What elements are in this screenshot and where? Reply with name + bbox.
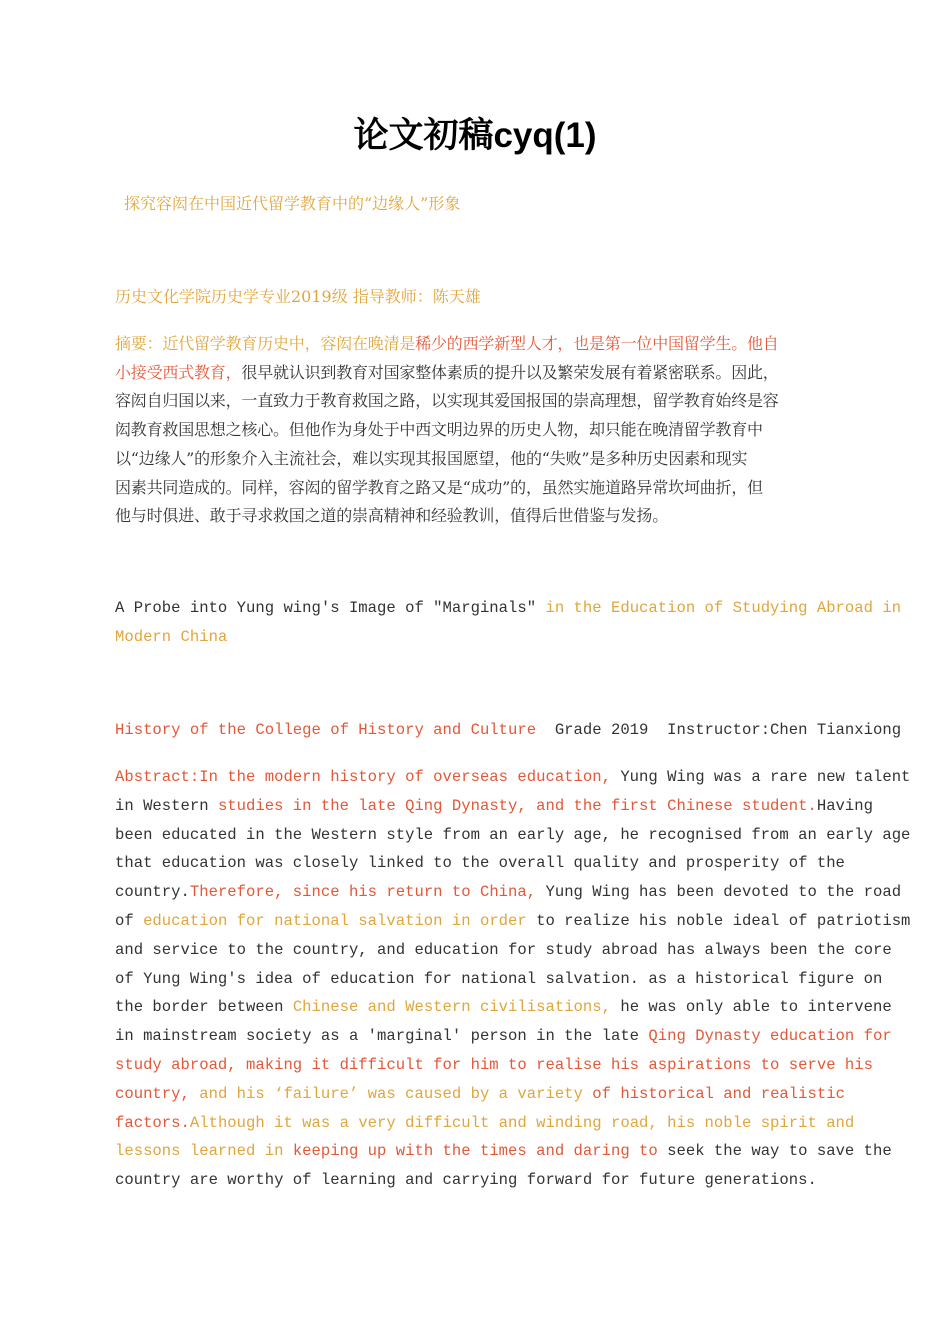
- text-run: Abstract:In the modern history of overseas education,: [115, 768, 611, 786]
- text-run: to realize his noble ideal of patriotism: [526, 911, 911, 930]
- text-line: [115, 359, 827, 388]
- text-line: [115, 878, 902, 907]
- text-run: lessons learned in: [115, 1142, 293, 1161]
- text-run: Yung Wing has been devoted to the road: [536, 883, 902, 902]
- text-run: 很早就认识到教育对国家整体素质的提升以及繁荣发展有着紧密联系。因此，: [241, 362, 779, 382]
- text-run: of: [115, 911, 144, 930]
- text-run: of Yung Wing's idea of education for national salvation. as a historical figure on: [115, 969, 883, 988]
- text-run: he was only able to intervene: [610, 998, 892, 1017]
- text-run: 小接受西式教育，: [115, 362, 242, 382]
- text-run: in the Education of Studying Abroad in: [545, 599, 902, 617]
- text-line: [115, 594, 902, 623]
- text-run: Yung Wing was a rare new talent: [610, 768, 911, 786]
- text-line: [115, 763, 911, 792]
- english-abstract: [115, 763, 911, 1195]
- text-line: [115, 716, 902, 745]
- text-run: country.: [115, 883, 190, 902]
- text-run: study abroad, making it difficult for him to realise his aspirations to serve his: [115, 1055, 873, 1074]
- text-line: [115, 416, 827, 445]
- text-run: seek the way to save the: [657, 1142, 892, 1161]
- text-run: in mainstream society as a 'marginal' person in the late: [115, 1027, 649, 1046]
- text-run: A Probe into Yung wing's Image of "Marginals": [115, 599, 546, 617]
- text-line: [115, 907, 911, 936]
- text-run: 稀少的西学新型人才，也是第一位中国留学生。他自: [415, 334, 779, 353]
- text-line: [115, 387, 827, 416]
- text-line: [115, 1022, 892, 1051]
- text-run: Having: [816, 796, 873, 815]
- text-line: [115, 1080, 855, 1109]
- text-line: [115, 623, 835, 652]
- text-run: education for national salvation in order: [143, 911, 527, 930]
- text-line: [115, 474, 827, 503]
- text-line: [115, 792, 873, 821]
- text-run: country are worthy of learning and carrying forward for future generations.: [115, 1171, 817, 1190]
- text-line: [115, 936, 892, 965]
- text-run: factors.: [115, 1113, 190, 1132]
- text-run: 闳教育救国思想之核心。但他作为身处于中西文明边界的历史人物，却只能在晚清留学教育中: [115, 420, 763, 440]
- chinese-abstract: [115, 330, 827, 531]
- text-run: 因素共同造成的。同样，容闳的留学教育之路又是“成功”的，虽然实施道路异常坎坷曲折，但: [115, 477, 763, 497]
- text-line: [115, 821, 911, 850]
- text-run: of historical and realistic: [592, 1084, 845, 1103]
- document-title: 论文初稿cyq(1): [353, 116, 597, 155]
- english-author-info: [115, 716, 902, 745]
- text-line: [115, 1109, 855, 1138]
- text-run: 以“边缘人”的形象介入主流社会，难以实现其报国愿望，他的“失败”是多种历史因素和现实: [115, 448, 748, 468]
- text-run: the border between: [115, 998, 293, 1017]
- text-run: Chinese and Western civilisations,: [292, 998, 611, 1017]
- text-run: 他与时俱进、敢于寻求救国之道的崇高精神和经验教训，值得后世借鉴与发扬。: [115, 506, 669, 526]
- text-run: Therefore, since his return to China,: [189, 883, 537, 902]
- text-line: [115, 445, 827, 474]
- english-title: [115, 594, 902, 652]
- text-run: Grade 2019 Instructor:Chen Tianxiong: [536, 721, 902, 739]
- text-line: [115, 330, 827, 359]
- text-run: in Western: [115, 796, 218, 815]
- text-run: Although it was a very difficult and winding road, his noble spirit and: [189, 1113, 855, 1132]
- text-line: [115, 1137, 892, 1166]
- text-line: [115, 1166, 855, 1195]
- text-line: [115, 1051, 873, 1080]
- text-run: Modern China: [115, 628, 228, 646]
- text-run: keeping up with the times and daring to: [292, 1142, 658, 1161]
- text-run: and his ‘failure’ was caused by a variety: [189, 1084, 593, 1103]
- chinese-author-info: 历史文化学院历史学专业2019级 指导教师：陈天雄: [115, 287, 481, 306]
- text-run: and service to the country, and education for study abroad has always been the core: [115, 940, 892, 959]
- text-run: country,: [115, 1084, 190, 1103]
- text-run: 容闳自归国以来，一直致力于教育救国之路，以实现其爱国报国的崇高理想，留学教育始终是容: [115, 391, 779, 411]
- text-line: [115, 502, 827, 531]
- chinese-subtitle: 探究容闳在中国近代留学教育中的“边缘人”形象: [124, 194, 461, 213]
- text-run: that education was closely linked to the overall quality and prosperity of the: [115, 854, 845, 873]
- text-run: studies in the late Qing Dynasty, and the first Chinese student.: [217, 796, 817, 815]
- text-run: History of the College of History and Culture: [115, 721, 537, 739]
- text-line: [115, 965, 883, 994]
- text-line: [115, 849, 855, 878]
- text-run: been educated in the Western style from an early age, he recognised from an early age: [115, 825, 911, 844]
- text-run: 摘要：近代留学教育历史中，容闳在晚清是: [115, 334, 416, 353]
- text-run: Qing Dynasty education for: [648, 1027, 892, 1046]
- text-line: [115, 993, 892, 1022]
